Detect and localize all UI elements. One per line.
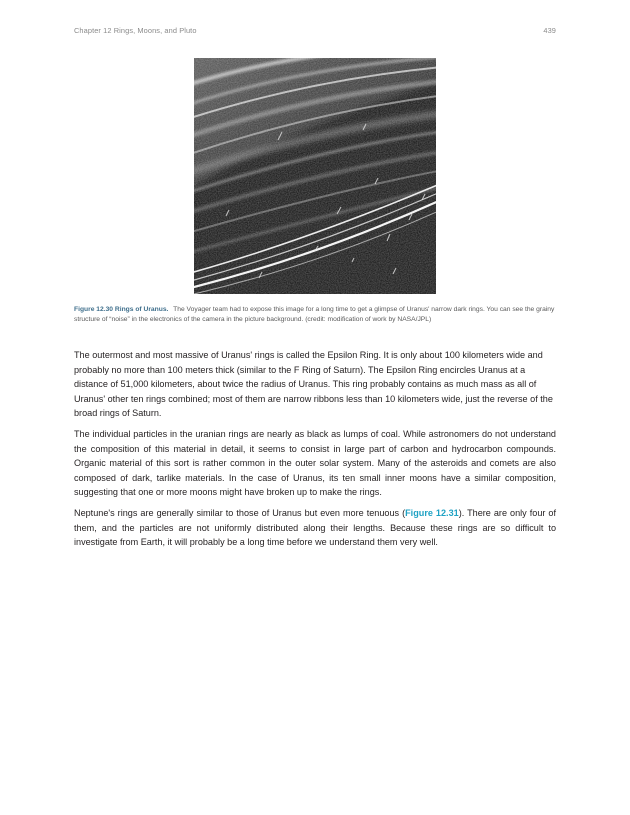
running-head	[74, 26, 556, 35]
paragraph-neptune-text-end: ). There are only four of them, and the particles are not uniformly distributed along their lengths. Because these rings are so difficult to investigate from Earth, it will probably be a long time before we understand them very well.	[74, 507, 557, 548]
paragraph-epsilon-ring: The outermost and most massive of Uranus' rings is called the Epsilon Ring. It is only about 100 kilometers wide and probably no more than 100 meters thick (similar to the F Ring of Saturn). The Epsilon Ring encircles Uranus at a distance of 51,000 kilometers, about twice the radius of Uranus. This ring probably contains as much mass as all of Uranus' other ten rings combined; most of them are narrow ribbons less than 10 kilometers wide, just the reverse of the broad rings of Saturn.	[74, 350, 553, 419]
figure-caption-text: The Voyager team had to expose this image for a long time to get a glimpse of Uranus' narrow dark rings. You can see the grainy structure of “noise” in the electronics of the camera in the picture background. (credit: modification of work by NASA/JPL)	[74, 306, 555, 323]
chapter-title: Chapter 12 Rings, Moons, and Pluto	[74, 26, 197, 35]
uranus-rings-photo	[194, 58, 436, 294]
figure-caption	[74, 305, 556, 324]
rings-image	[194, 58, 436, 294]
page-number: 439	[543, 26, 556, 35]
figure-12-31-link[interactable]: Figure 12.31	[405, 507, 459, 518]
figure-label: Figure 12.30	[74, 306, 114, 313]
paragraph-neptune-text-start: Neptune's rings are generally similar to those of Uranus but even more tenuous (	[74, 507, 406, 518]
paragraph-neptune-rings	[74, 506, 556, 550]
paragraph-ring-particles: The individual particles in the uranian rings are nearly as black as lumps of coal. While astronomers do not understand the composition of this material in detail, it seems to consist in large part of carbon and hydrocarbon compounds. Organic material of this sort is rather common in the outer solar system. Many of the asteroids and comets are also composed of dark, tarlike materials. In the case of Uranus, its ten small inner moons have a similar composition, suggesting that one or more moons might have broken up to make the rings.	[74, 428, 556, 498]
body-text	[74, 348, 556, 556]
figure-title: Rings of Uranus.	[114, 306, 169, 313]
